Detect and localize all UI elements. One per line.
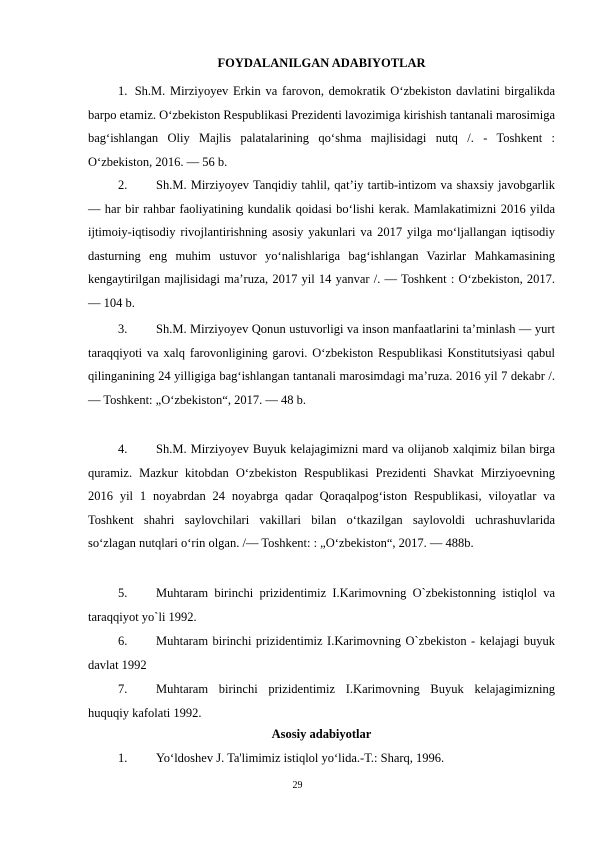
reference-number: 6. [118, 634, 128, 648]
reference-number: 1. [118, 751, 128, 765]
reference-number: 5. [118, 586, 128, 600]
reference-text: Sh.M. Mirziyoyev Buyuk kelajagimizni mard va olijanob xalqimiz bilan birga quramiz. Mazkur kitobdan O‘zbekiston Respublikasi Prezidenti Shavkat Mirziyoevning 2016 yil 1 noyabrdan 24 noyabrga qadar Qoraqalpog‘iston Respublikasi, viloyatlar va Toshkent shahri saylovchilari vakillari bilan o‘tkazilgan saylovoldi uchrashuvlarida so‘zlagan nutqlari o‘rin olgan. /— Toshkent: : „O‘zbekiston“, 2017. — 488b. [88, 442, 555, 550]
reference-item-6 [88, 630, 555, 677]
reference-number: 3. [118, 322, 128, 336]
reference-text: Sh.M. Mirziyoyev Tanqidiy tahlil, qat’iy tartib-intizom va shaxsiy javobgarlik — har bir rahbar faoliyatining kundalik qoidasi bo‘lishi kerak. Mamlakatimizni 2016 yilda ijtimoiy-iqtisodiy rivojlantirishning asosiy yakunlari va 2017 yilga mo‘ljallangan iqtisodiy dasturning eng muhim ustuvor yo‘nalishlariga bag‘ishlangan Vazirlar Mahkamasining kengaytirilgan majlisidagi ma’ruza, 2017 yil 14 yanvar /. — Toshkent : O‘zbekiston, 2017. — 104 b. [88, 178, 555, 310]
reference-item-2 [88, 174, 555, 315]
reference-number: 2. [118, 178, 128, 192]
page-title: FOYDALANILGAN ADABIYOTLAR [217, 56, 426, 70]
main-reference-item-1 [88, 747, 555, 771]
reference-text: Yo‘ldoshev J. Ta'limimiz istiqlol yo‘lida.-T.: Sharq, 1996. [156, 751, 445, 765]
reference-text: Sh.M. Mirziyoyev Erkin va farovon, demokratik O‘zbekiston davlatini birgalikda barpo etamiz. O‘zbekiston Respublikasi Prezidenti lavozimiga kirishish tantanali marosimiga bag‘ishlangan Oliy Majlis palatalarining qo‘shma majlisidagi nutq /. - Toshkent : O‘zbekiston, 2016. — 56 b. [88, 84, 555, 169]
reference-number: 7. [118, 682, 128, 696]
reference-number: 4. [118, 442, 128, 456]
reference-item-5 [88, 582, 555, 629]
reference-item-4 [88, 438, 555, 556]
reference-number: 1. [118, 84, 128, 98]
page-number: 29 [292, 780, 303, 791]
reference-text: Muhtaram birinchi prizidentimiz I.Karimovning O`zbekiston - kelajagi buyuk davlat 1992 [88, 634, 555, 672]
reference-item-1 [88, 80, 555, 174]
reference-text: Sh.M. Mirziyoyev Qonun ustuvorligi va inson manfaatlarini ta’minlash — yurt taraqqiyoti va xalq farovonligining garovi. O‘zbekiston Respublikasi Konstitutsiyasi qabul qilinganining 24 yilligiga bag‘ishlangan tantanali marosimdagi ma’ruza. 2016 yil 7 dekabr /. — Toshkent: „O‘zbekiston“, 2017. — 48 b. [88, 322, 555, 407]
reference-text: Muhtaram birinchi prizidentimiz I.Karimovning O`zbekistonning istiqlol va taraqqiyot yo`li 1992. [88, 586, 555, 624]
reference-item-3 [88, 318, 555, 412]
reference-item-7 [88, 678, 555, 725]
reference-text: Muhtaram birinchi prizidentimiz I.Karimovning Buyuk kelajagimizning huquqiy kafolati 1992. [88, 682, 555, 720]
section-subheading: Asosiy adabiyotlar [271, 727, 372, 741]
